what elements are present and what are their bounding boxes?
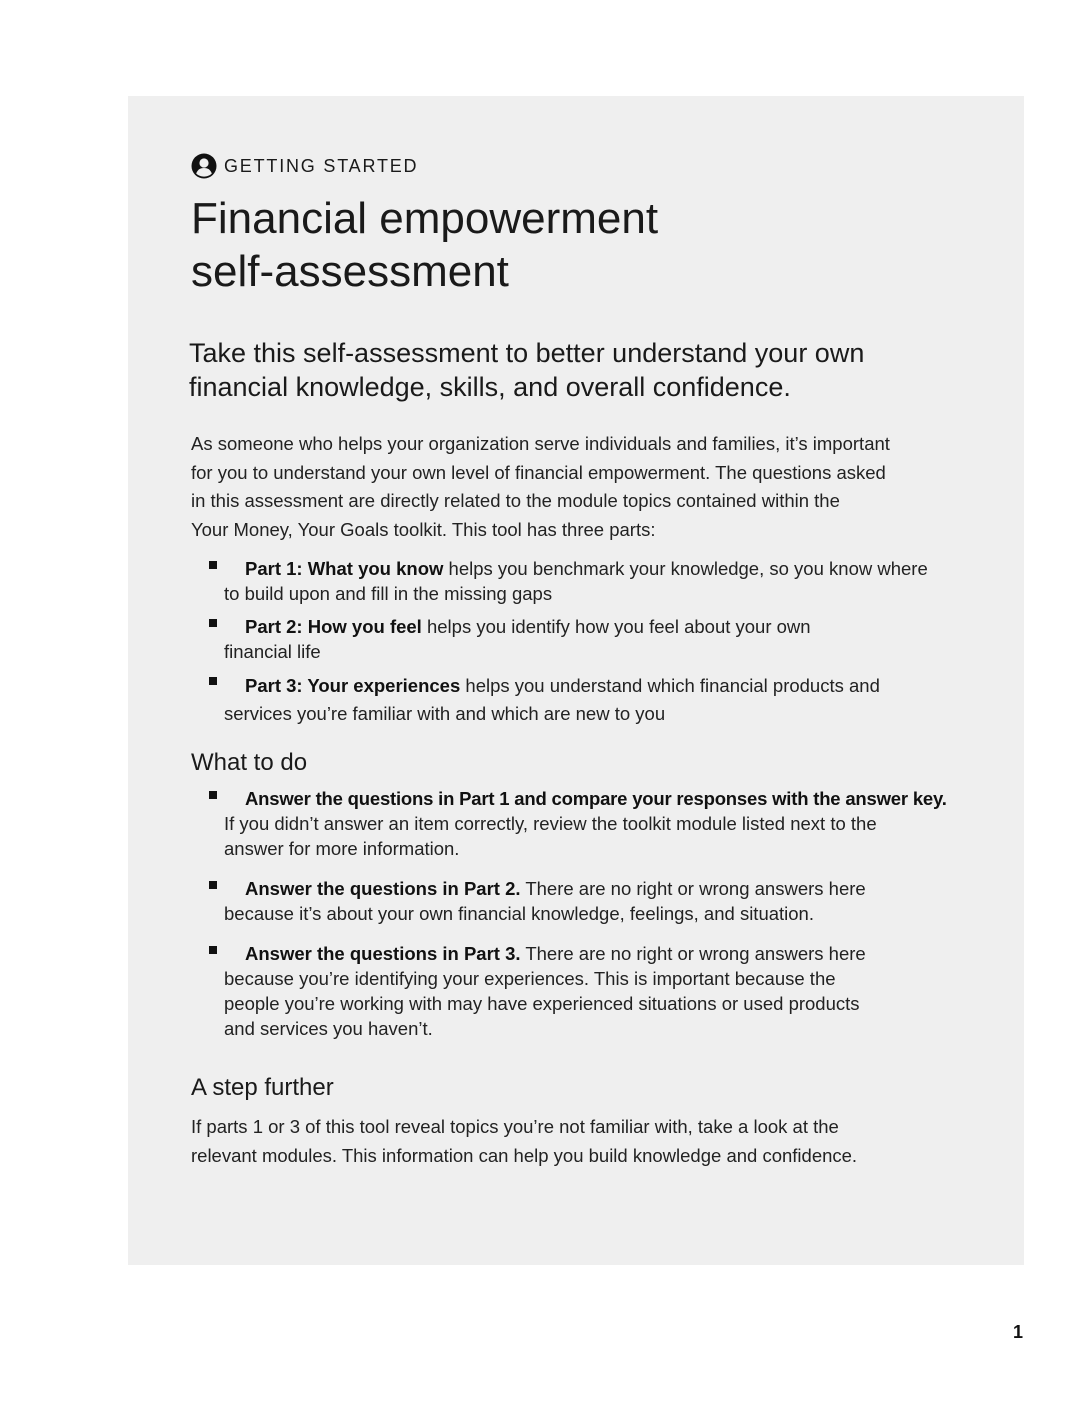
list-item-bold: Part 3: Your experiences [245, 675, 461, 696]
bullet-square [209, 791, 217, 799]
list-item-bold: Part 1: What you know [245, 558, 444, 579]
list-item-bold: Answer the questions in Part 1 and compare your responses with the answer key. [245, 788, 947, 809]
list-item-text: There are no right or wrong answers here [520, 878, 866, 899]
step-further-heading: A step further [191, 1074, 334, 1101]
list-item [191, 876, 991, 926]
list-item-bold: Part 2: How you feel [245, 616, 422, 637]
list-item [191, 614, 991, 664]
list-item-bold: Answer the questions in Part 3. [245, 943, 521, 964]
list-item-line: financial life [224, 641, 321, 662]
intro-paragraph [191, 430, 991, 544]
list-item-line: to build upon and fill in the missing gaps [224, 583, 553, 604]
what-to-do-list [191, 786, 991, 1041]
page-title [191, 192, 891, 298]
list-item [191, 786, 991, 861]
list-item-text: helps you identify how you feel about your own [421, 616, 811, 637]
list-item-first-line [224, 786, 991, 811]
bullet-square [209, 677, 217, 685]
list-item-line: people you’re working with may have experienced situations or used products [224, 993, 860, 1014]
list-item-line: answer for more information. [224, 838, 460, 859]
list-item [191, 941, 991, 1041]
what-to-do-heading: What to do [191, 749, 308, 776]
eyebrow-label: GETTING STARTED [224, 155, 419, 176]
bullet-square [209, 946, 217, 954]
page-title-line: self-assessment [191, 247, 509, 296]
list-item-bold: Answer the questions in Part 2. [245, 878, 521, 899]
list-item-text: There are no right or wrong answers here [520, 943, 866, 964]
page-number: 1 [1013, 1322, 1024, 1342]
list-item-line: because you’re identifying your experiences. This is important because the [224, 968, 836, 989]
list-item-first-line [224, 672, 991, 700]
intro-line: Your Money, Your Goals toolkit. This tool has three parts: [191, 518, 656, 540]
list-item-line: because it’s about your own financial knowledge, feelings, and situation. [224, 903, 814, 924]
list-item-first-line [224, 556, 991, 581]
list-item-first-line [224, 614, 991, 639]
list-item-line: and services you haven’t. [224, 1018, 433, 1039]
section-eyebrow [191, 153, 418, 179]
bullet-square [209, 619, 217, 627]
page-title-line: Financial empowerment [191, 194, 659, 243]
list-item-first-line [224, 876, 991, 901]
list-item [191, 556, 991, 606]
user-circle-icon [191, 153, 217, 179]
lead-line: financial knowledge, skills, and overall confidence. [189, 372, 791, 402]
list-item-line: If you didn’t answer an item correctly, review the toolkit module listed next to the [224, 813, 877, 834]
intro-line: in this assessment are directly related to the module topics contained within the [191, 490, 840, 511]
step-further-paragraph [191, 1113, 991, 1170]
list-item-text: helps you understand which financial products and [460, 675, 880, 696]
list-item-line: services you’re familiar with and which are new to you [224, 703, 666, 724]
intro-line: As someone who helps your organization serve individuals and families, it’s important [191, 433, 890, 454]
step-further-line: relevant modules. This information can help you build knowledge and confidence. [191, 1144, 858, 1166]
list-item [191, 672, 991, 728]
bullet-square [209, 561, 217, 569]
lead-paragraph [189, 336, 989, 404]
step-further-line: If parts 1 or 3 of this tool reveal topics you’re not familiar with, take a look at the [191, 1116, 839, 1137]
lead-line: Take this self-assessment to better understand your own [189, 338, 865, 368]
parts-list [191, 556, 991, 728]
intro-line: for you to understand your own level of financial empowerment. The questions asked [191, 461, 886, 483]
list-item-text: helps you benchmark your knowledge, so you know where [443, 558, 928, 579]
list-item-first-line [224, 941, 991, 966]
bullet-square [209, 881, 217, 889]
